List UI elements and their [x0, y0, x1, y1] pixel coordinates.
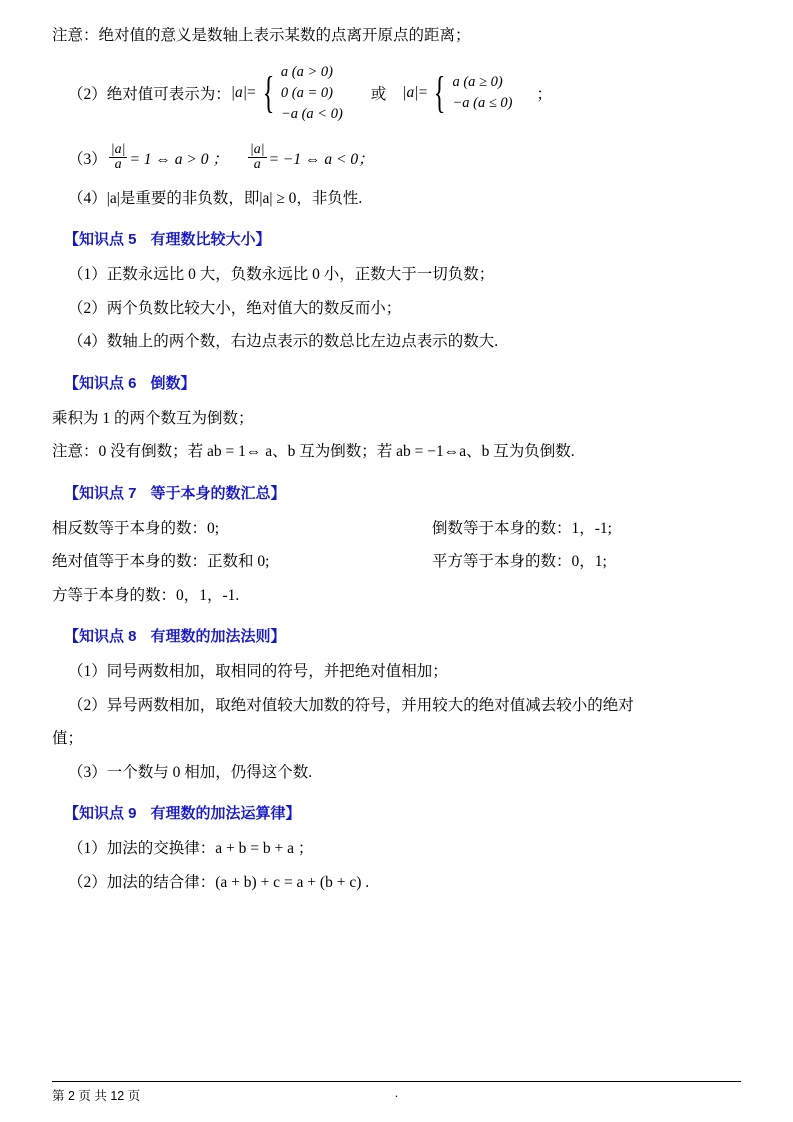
item-3-label: （3） [68, 150, 107, 168]
note-top: 注意：绝对值的意义是数轴上表示某数的点离开原点的距离； [52, 27, 471, 44]
kp7-tag: 【知识点 7 [64, 484, 137, 502]
page-footer [52, 1081, 741, 1104]
kp6-item-1: 乘积为 1 的两个数互为倒数； [52, 409, 254, 427]
kp8-title: 有理数的加法法则】 [150, 628, 286, 646]
kp7-row-2-right: 平方等于本身的数：0，1; [432, 553, 607, 571]
abs-a-right: |a| [402, 84, 419, 102]
kp8-item-1: （1）同号两数相加，取相同的符号，并把绝对值相加； [68, 663, 448, 681]
item-2-absolute-value [52, 62, 741, 125]
kp9-item-2-text: （2）加法的结合律：(a + b) + c = a + (b + c) . [68, 873, 370, 891]
kp7-row-2 [52, 554, 741, 570]
item-2-semicolon: ； [536, 86, 552, 104]
kp5-tag: 【知识点 5 [64, 231, 137, 249]
heading-knowledge-point-5 [52, 228, 741, 249]
item-3-row [68, 143, 741, 173]
kp7-row-2-left: 绝对值等于本身的数：正数和 0; [52, 553, 270, 571]
kp7-row-3 [52, 588, 741, 604]
fraction-2-denominator: a [248, 157, 267, 173]
kp7-row-1 [52, 521, 741, 537]
abs-a-left: |a| [230, 84, 248, 102]
equals-left: = [247, 84, 256, 102]
kp9-title: 有理数的加法运算律】 [150, 805, 301, 823]
kp5-item-3: （4）数轴上的两个数，右边点表示的数总比左边点表示的数大. [68, 333, 499, 351]
heading-knowledge-point-9 [52, 802, 741, 823]
kp6-title: 倒数】 [150, 374, 196, 392]
heading-knowledge-point-7 [52, 482, 741, 503]
cases-right [429, 68, 513, 118]
kp9-item-2 [52, 875, 741, 891]
fraction-abs-a-over-a-2 [248, 143, 267, 173]
kp9-tag: 【知识点 9 [64, 805, 137, 823]
fraction-abs-a-over-a-1 [109, 143, 128, 173]
kp8-item-2-cont: 值； [52, 730, 84, 748]
cases-left [258, 62, 343, 125]
heading-knowledge-point-6 [52, 372, 741, 393]
item-2-label: （2）绝对值可表示为： [68, 86, 231, 104]
kp7-row-1-right: 倒数等于本身的数：1，-1; [432, 519, 612, 537]
kp6-tag: 【知识点 6 [64, 374, 137, 392]
item-4-nonnegative: （4）|a|是重要的非负数，即|a| ≥ 0，非负性. [68, 189, 363, 207]
kp7-row-3-left: 方等于本身的数：0，1，-1. [52, 586, 240, 604]
item-2-or: 或 [370, 86, 387, 104]
footer-center-dot: . [394, 1086, 399, 1100]
case-right-2: −a (a ≤ 0) [452, 95, 513, 112]
item-3-eq1-rest: = 1 ⇔ a > 0 ； [129, 150, 228, 168]
fraction-1-numerator: |a| [110, 141, 126, 157]
brace-right-icon: { [434, 68, 446, 118]
kp8-item-2: （2）异号两数相加，取绝对值较大加数的符号，并用较大的绝对值减去较小的绝对 [68, 696, 634, 714]
kp7-title: 等于本身的数汇总】 [150, 484, 286, 502]
kp8-item-3: （3）一个数与 0 相加，仍得这个数. [68, 763, 313, 781]
item-3-quotient [52, 143, 741, 173]
kp5-item-1: （1）正数永远比 0 大，负数永远比 0 小，正数大于一切负数； [68, 266, 495, 284]
kp9-item-1 [52, 841, 741, 857]
case-right-1: a (a ≥ 0) [452, 74, 503, 90]
heading-knowledge-point-8 [52, 625, 741, 646]
case-left-3: −a (a < 0) [280, 105, 343, 122]
kp5-title: 有理数比较大小】 [150, 231, 271, 249]
fraction-2-numerator: |a| [249, 141, 265, 157]
item-2-row [68, 62, 741, 125]
footer-page-number: 第 2 页 共 12 页 [52, 1089, 141, 1103]
kp5-item-2: （2）两个负数比较大小，绝对值大的数反而小； [68, 299, 402, 317]
kp6-item-2: 注意：0 没有倒数；若 ab = 1⇔ a、b 互为倒数；若 ab = −1⇔a、b 互为负倒数. [52, 443, 575, 461]
kp7-row-1-left: 相反数等于本身的数：0; [52, 519, 220, 537]
kp8-tag: 【知识点 8 [64, 628, 137, 646]
kp9-item-1-text: （1）加法的交换律：a + b = b + a ； [68, 840, 314, 858]
item-3-eq2-rest: = −1 ⇔ a < 0； [268, 150, 374, 168]
equals-right: = [418, 84, 428, 102]
fraction-1-denominator: a [109, 157, 128, 173]
brace-left-icon: { [262, 68, 275, 118]
case-left-2: 0 (a = 0) [280, 84, 333, 101]
case-left-1: a (a > 0) [280, 63, 333, 80]
